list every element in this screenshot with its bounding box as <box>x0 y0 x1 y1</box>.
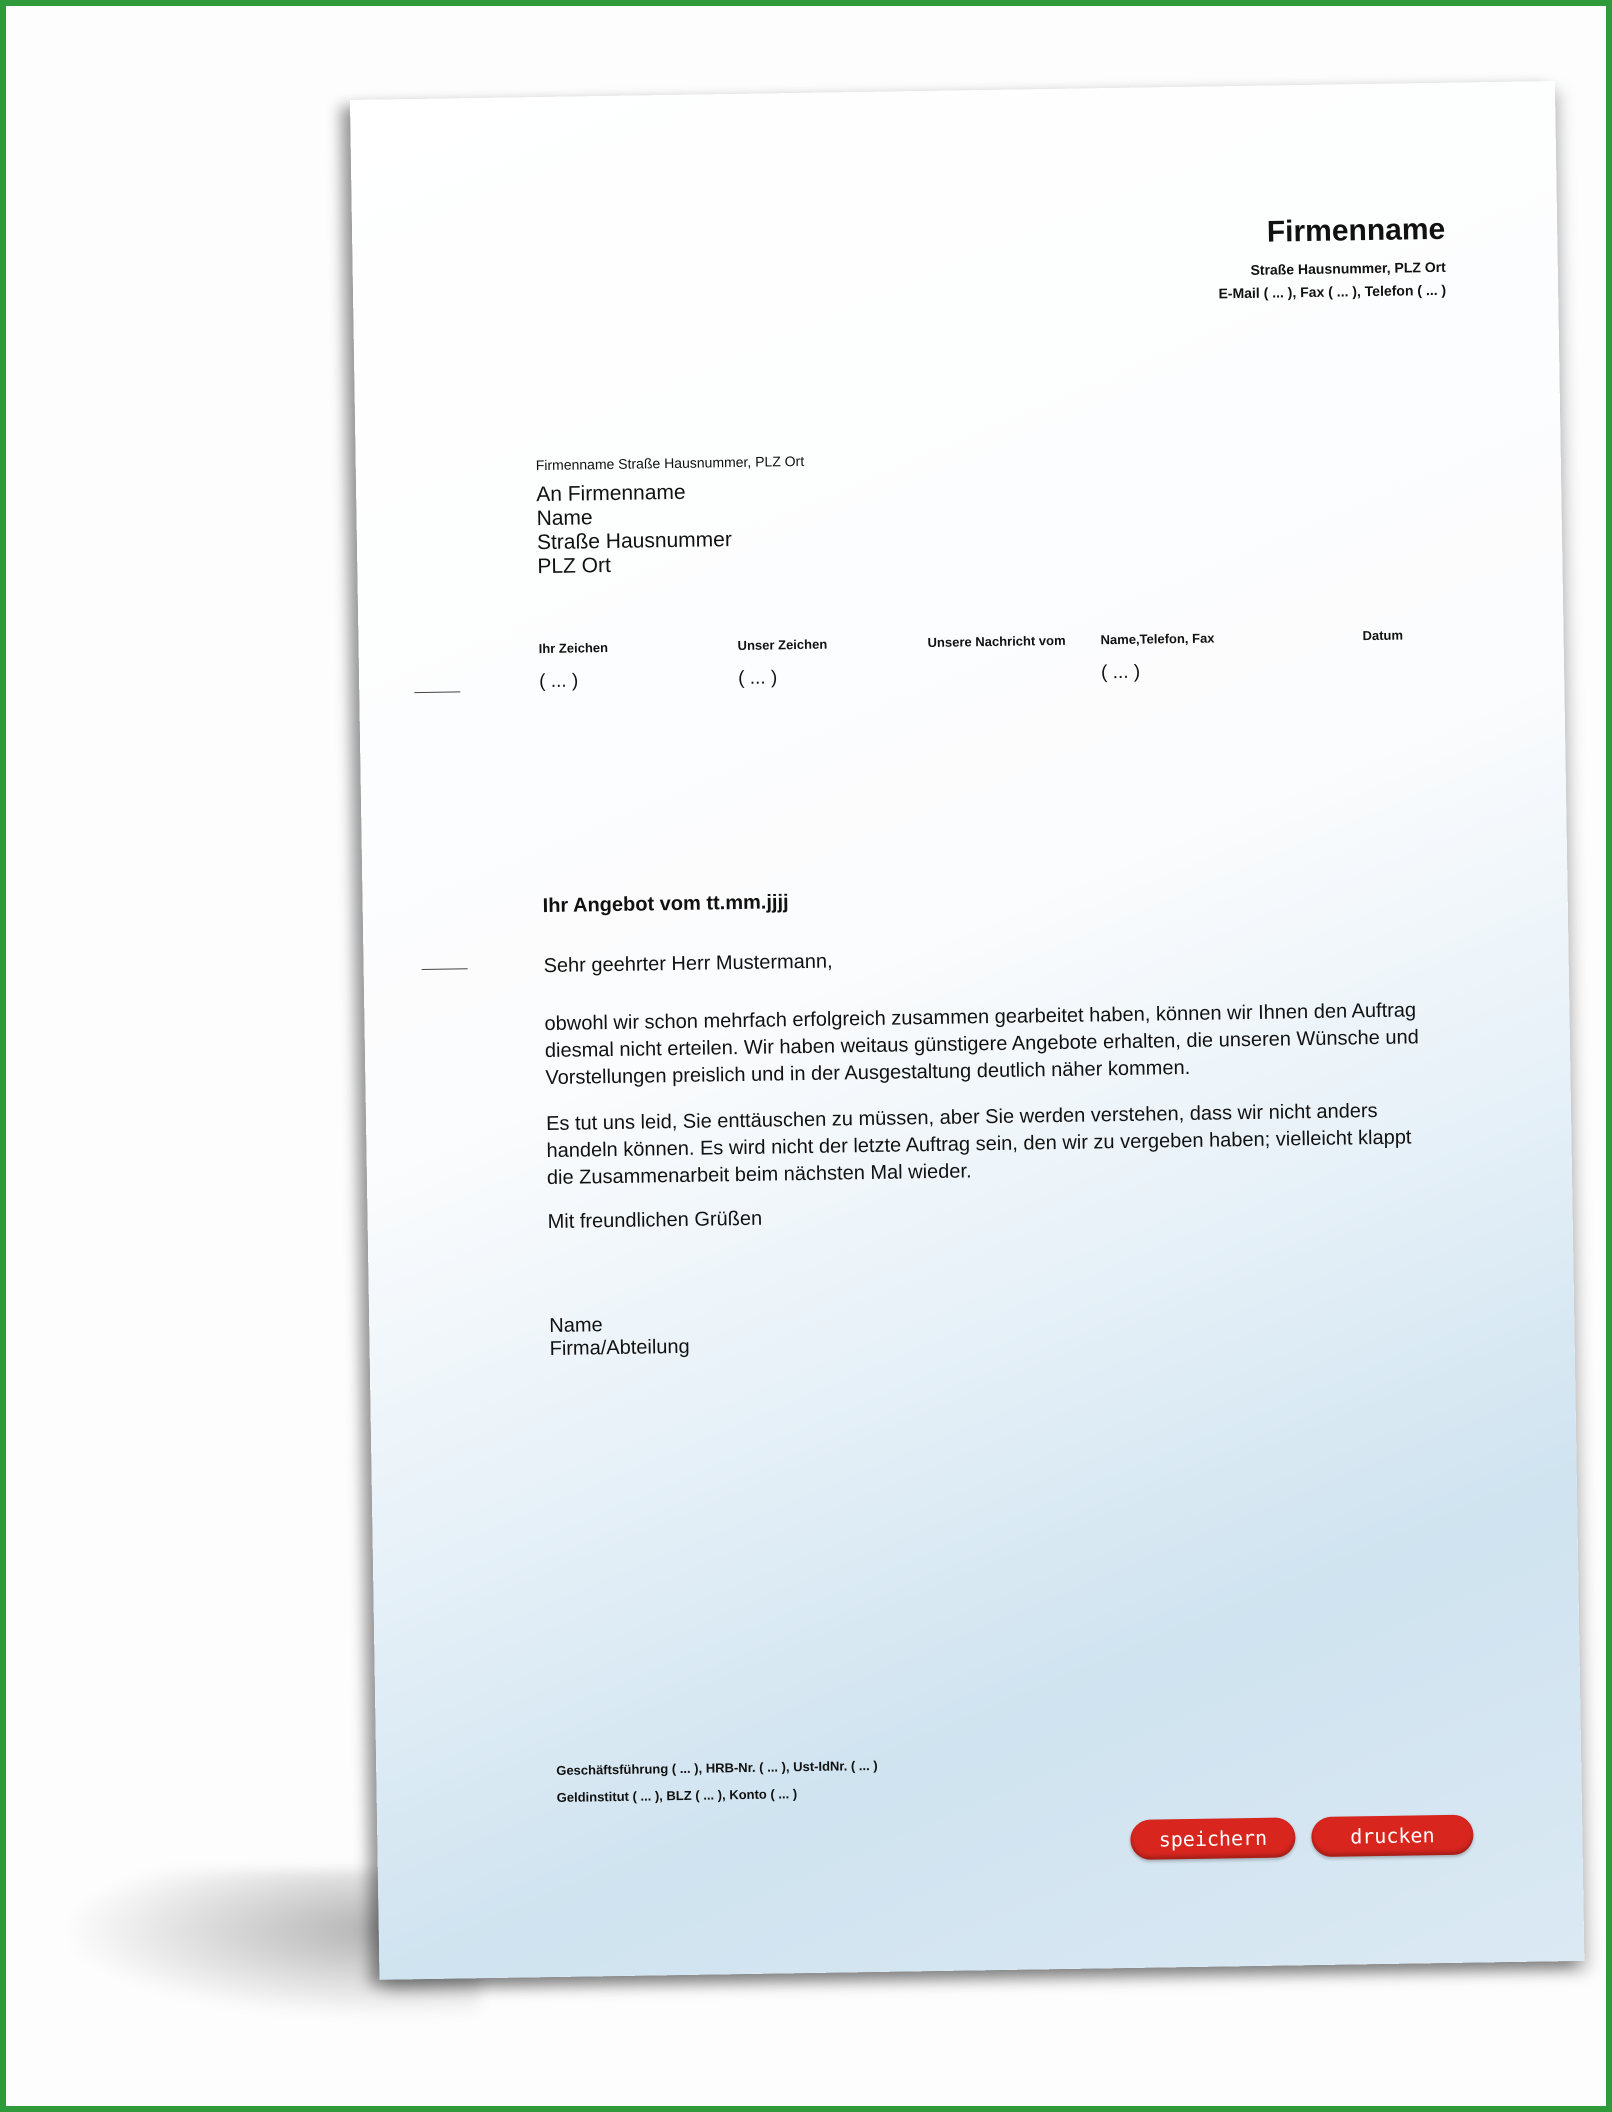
ihr-zeichen-label: Ihr Zeichen <box>538 640 609 657</box>
footer-line: Geschäftsführung ( ... ), HRB-Nr. ( ... ), Ust-IdNr. ( ... ) <box>556 1757 878 1778</box>
unser-zeichen-value: ( ... ) <box>737 667 778 689</box>
signature-department: Firma/Abteilung <box>549 1335 690 1361</box>
kontakt-value: ( ... ) <box>1100 661 1141 684</box>
letter-paragraph: obwohl wir schon mehrfach erfolgreich zusammen gearbeitet haben, können wir Ihnen den Auftrag diesmal nicht erteilen. Wir haben weitaus günstigere Angebote erhalten, die unseren Wünsche und Vorstellungen preislich und in der Ausgestaltung deutlich näher kommen. <box>544 999 1419 1090</box>
unsere-nachricht-label: Unsere Nachricht vom <box>927 632 1066 650</box>
recipient-address <box>536 480 732 579</box>
letter-footer <box>556 1752 878 1811</box>
recipient-line: PLZ Ort <box>537 553 612 579</box>
company-name: Firmenname <box>1266 212 1446 249</box>
ihr-zeichen-value: ( ... ) <box>538 670 579 693</box>
letter-salutation: Sehr geehrter Herr Mustermann, <box>543 950 833 978</box>
unser-zeichen-label: Unser Zeichen <box>737 636 828 653</box>
letter-page <box>350 81 1584 1980</box>
recipient-line: Straße Hausnummer <box>536 528 733 555</box>
letter-subject: Ihr Angebot vom tt.mm.jjjj <box>542 891 789 918</box>
letter-closing: Mit freundlichen Grüßen <box>547 1207 763 1234</box>
save-button[interactable]: speichern <box>1130 1817 1296 1860</box>
footer-line: Geldinstitut ( ... ), BLZ ( ... ), Konto ( ... ) <box>556 1786 798 1805</box>
sender-return-address: Firmenname Straße Hausnummer, PLZ Ort <box>535 452 805 474</box>
fold-mark <box>422 968 468 970</box>
kontakt-label: Name,Telefon, Fax <box>1100 630 1215 648</box>
letter-paragraph: Es tut uns leid, Sie enttäuschen zu müssen, aber Sie werden verstehen, dass wir nicht anders handeln können. Es wird nicht der letzte Auftrag sein, den wir zu vergeben haben; vielleicht klappt die Zusammenarbeit beim nächsten Mal wieder. <box>545 1099 1412 1190</box>
print-button[interactable]: drucken <box>1311 1815 1474 1858</box>
signature-name: Name <box>549 1314 603 1338</box>
recipient-line: An Firmenname <box>536 480 686 507</box>
fold-mark <box>414 691 460 693</box>
signature-block <box>549 1313 690 1361</box>
company-contact: E-Mail ( ... ), Fax ( ... ), Telefon ( ... ) <box>1218 281 1447 302</box>
recipient-line: Name <box>536 506 593 531</box>
datum-label: Datum <box>1362 627 1404 644</box>
company-address: Straße Hausnummer, PLZ Ort <box>1250 258 1446 278</box>
